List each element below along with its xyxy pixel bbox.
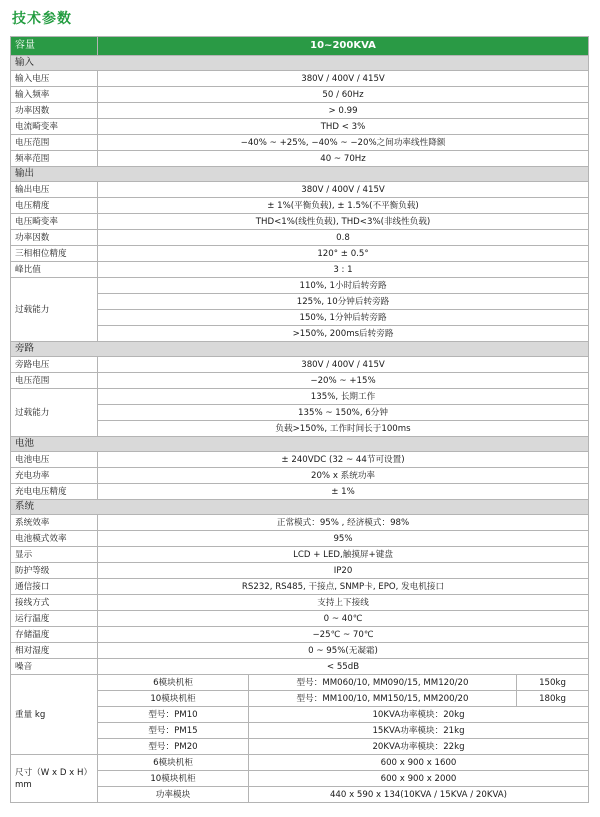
- row-label: 存储温度: [11, 627, 98, 643]
- row-value: IP20: [98, 563, 589, 579]
- section-title-bypass: 旁路: [11, 342, 589, 357]
- table-row: [11, 723, 589, 739]
- overload-value: 135% ~ 150%, 6分钟: [98, 405, 589, 421]
- table-row: [11, 326, 589, 342]
- row-value: −20% ~ +15%: [98, 373, 589, 389]
- dimensions-label: [11, 755, 98, 803]
- row-label: 充电电压精度: [11, 484, 98, 500]
- overload-label: 过载能力: [11, 278, 98, 342]
- row-value: 0.8: [98, 230, 589, 246]
- table-row: [11, 151, 589, 167]
- row-value: −40% ~ +25%, −40% ~ −20%之间功率线性降额: [98, 135, 589, 151]
- section-title-output: 输出: [11, 167, 589, 182]
- row-label: 通信接口: [11, 579, 98, 595]
- row-label: 噪音: [11, 659, 98, 675]
- row-label: 电流畸变率: [11, 119, 98, 135]
- row-value: 380V / 400V / 415V: [98, 182, 589, 198]
- row-label: 电池电压: [11, 452, 98, 468]
- row-value: RS232, RS485, 干接点, SNMP卡, EPO, 发电机接口: [98, 579, 589, 595]
- table-row: [11, 310, 589, 326]
- row-label: 输入电压: [11, 71, 98, 87]
- table-row: [11, 739, 589, 755]
- cabinet-models: 型号：MM100/10, MM150/15, MM200/20: [249, 691, 517, 707]
- overload-value: >150%, 200ms后转旁路: [98, 326, 589, 342]
- table-row: [11, 755, 589, 771]
- table-row: [11, 246, 589, 262]
- table-row: [11, 452, 589, 468]
- table-row: [11, 71, 589, 87]
- row-label: 相对湿度: [11, 643, 98, 659]
- row-value: 380V / 400V / 415V: [98, 357, 589, 373]
- row-value: ± 1%: [98, 484, 589, 500]
- row-label: 输出电压: [11, 182, 98, 198]
- row-label: 峰比值: [11, 262, 98, 278]
- row-value: 支持上下接线: [98, 595, 589, 611]
- row-label: 三相相位精度: [11, 246, 98, 262]
- row-label: 系统效率: [11, 515, 98, 531]
- overload-value: 135%, 长期工作: [98, 389, 589, 405]
- table-row: [11, 278, 589, 294]
- row-value: 正常模式：95% , 经济模式：98%: [98, 515, 589, 531]
- row-value: 380V / 400V / 415V: [98, 71, 589, 87]
- table-row: [11, 659, 589, 675]
- row-label: 显示: [11, 547, 98, 563]
- table-header-row: [11, 37, 589, 56]
- table-row: [11, 484, 589, 500]
- row-value: 40 ~ 70Hz: [98, 151, 589, 167]
- section-title-input: 输入: [11, 56, 589, 71]
- overload-value: 125%, 10分钟后转旁路: [98, 294, 589, 310]
- row-label: 电压畸变率: [11, 214, 98, 230]
- row-label: 功率因数: [11, 230, 98, 246]
- row-value: LCD + LED,触摸屏+键盘: [98, 547, 589, 563]
- table-row: [11, 373, 589, 389]
- table-row: [11, 611, 589, 627]
- table-row: [11, 675, 589, 691]
- capacity-label: 容量: [11, 37, 98, 56]
- table-row: [11, 119, 589, 135]
- dimension-name: 10模块机柜: [98, 771, 249, 787]
- cabinet-name: 6模块机柜: [98, 675, 249, 691]
- section-title-battery: 电池: [11, 437, 589, 452]
- row-value: > 0.99: [98, 103, 589, 119]
- table-row: [11, 135, 589, 151]
- table-row: [11, 771, 589, 787]
- row-value: < 55dB: [98, 659, 589, 675]
- row-value: 50 / 60Hz: [98, 87, 589, 103]
- module-model: 型号：PM20: [98, 739, 249, 755]
- dimension-value: 600 x 900 x 1600: [249, 755, 589, 771]
- row-value: ± 1%(平衡负载), ± 1.5%(不平衡负载): [98, 198, 589, 214]
- table-row: [11, 627, 589, 643]
- table-row: [11, 595, 589, 611]
- row-label: 电压范围: [11, 135, 98, 151]
- cabinet-models: 型号：MM060/10, MM090/15, MM120/20: [249, 675, 517, 691]
- cabinet-weight: 180kg: [517, 691, 589, 707]
- table-row: [11, 262, 589, 278]
- row-value: 3 : 1: [98, 262, 589, 278]
- table-row: [11, 531, 589, 547]
- dimension-value: 600 x 900 x 2000: [249, 771, 589, 787]
- module-weight: 15KVA功率模块：21kg: [249, 723, 589, 739]
- row-value: 95%: [98, 531, 589, 547]
- module-weight: 10KVA功率模块：20kg: [249, 707, 589, 723]
- dimension-name: 6模块机柜: [98, 755, 249, 771]
- row-value: 120° ± 0.5°: [98, 246, 589, 262]
- table-row: [11, 643, 589, 659]
- table-row: [11, 214, 589, 230]
- table-row: [11, 421, 589, 437]
- row-value: THD<1%(线性负载), THD<3%(非线性负载): [98, 214, 589, 230]
- table-row: [11, 707, 589, 723]
- row-value: ± 240VDC (32 ~ 44节可设置): [98, 452, 589, 468]
- capacity-value: 10~200KVA: [98, 37, 589, 56]
- table-row: [11, 103, 589, 119]
- row-value: 0 ~ 40℃: [98, 611, 589, 627]
- weight-label: 重量 kg: [11, 675, 98, 755]
- cabinet-weight: 150kg: [517, 675, 589, 691]
- module-weight: 20KVA功率模块：22kg: [249, 739, 589, 755]
- table-row: [11, 691, 589, 707]
- row-value: 20% x 系统功率: [98, 468, 589, 484]
- row-label: 电池模式效率: [11, 531, 98, 547]
- table-row: [11, 579, 589, 595]
- module-model: 型号：PM10: [98, 707, 249, 723]
- row-value: −25℃ ~ 70℃: [98, 627, 589, 643]
- row-label: 运行温度: [11, 611, 98, 627]
- row-label: 功率因数: [11, 103, 98, 119]
- table-row: [11, 515, 589, 531]
- spec-table: [10, 36, 589, 803]
- row-label: 输入频率: [11, 87, 98, 103]
- table-row: [11, 389, 589, 405]
- dimensions-label-line2: mm: [15, 779, 32, 790]
- row-label: 充电功率: [11, 468, 98, 484]
- row-label: 接线方式: [11, 595, 98, 611]
- row-value: THD < 3%: [98, 119, 589, 135]
- table-row: [11, 547, 589, 563]
- overload-value: 负载>150%, 工作时间长于100ms: [98, 421, 589, 437]
- dimension-value: 440 x 590 x 134(10KVA / 15KVA / 20KVA): [249, 787, 589, 803]
- table-row: [11, 563, 589, 579]
- overload-value: 110%, 1小时后转旁路: [98, 278, 589, 294]
- table-row: [11, 182, 589, 198]
- table-row: [11, 87, 589, 103]
- cabinet-name: 10模块机柜: [98, 691, 249, 707]
- table-row: [11, 198, 589, 214]
- row-label: 电压精度: [11, 198, 98, 214]
- table-row: [11, 787, 589, 803]
- table-row: [11, 357, 589, 373]
- row-label: 旁路电压: [11, 357, 98, 373]
- table-row: [11, 405, 589, 421]
- row-label: 频率范围: [11, 151, 98, 167]
- page-title: 技术参数: [12, 11, 72, 27]
- module-model: 型号：PM15: [98, 723, 249, 739]
- row-label: 防护等级: [11, 563, 98, 579]
- overload-value: 150%, 1分钟后转旁路: [98, 310, 589, 326]
- row-label: 电压范围: [11, 373, 98, 389]
- table-row: [11, 294, 589, 310]
- overload-label: 过载能力: [11, 389, 98, 437]
- row-value: 0 ~ 95%(无凝霜): [98, 643, 589, 659]
- dimension-name: 功率模块: [98, 787, 249, 803]
- table-row: [11, 230, 589, 246]
- dimensions-label-line1: 尺寸（W x D x H）: [15, 767, 93, 778]
- table-row: [11, 468, 589, 484]
- section-title-system: 系统: [11, 500, 589, 515]
